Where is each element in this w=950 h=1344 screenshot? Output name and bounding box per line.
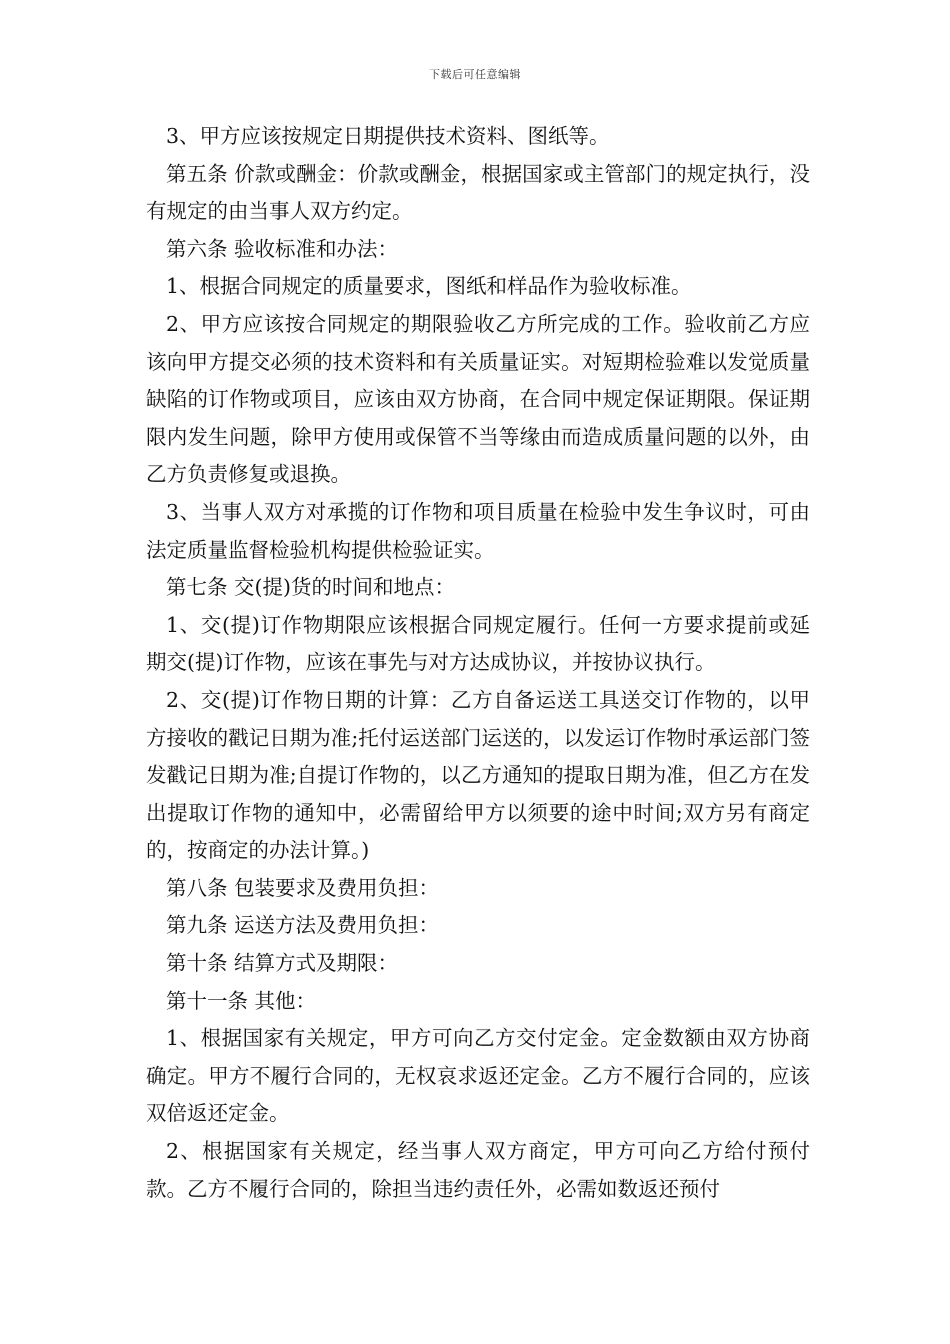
paragraph-clause-4-item-3: 3、甲方应该按规定日期提供技术资料、图纸等。 (166, 124, 610, 148)
heading-article-9: 第九条 运送方法及费用负担： (166, 913, 440, 938)
heading-article-10: 第十条 结算方式及期限： (166, 951, 399, 976)
heading-article-8: 第八条 包装要求及费用负担： (166, 875, 440, 900)
paragraph-article-6-item-2: 2、甲方应该按合同规定的期限验收乙方所完成的工作。验收前乙方应该向甲方提交必须的技术资料和有关质量证实。对短期检验难以发觉质量缺陷的订作物或项目，应该由双方协商，在合同中规定保证期限。保证期限内发生问题，除甲方使用或保管不当等缘由而造成质量问题的以外，由乙方负责修复或退换。 (146, 311, 810, 487)
paragraph-article-5: 第五条 价款或酬金：价款或酬金，根据国家或主管部门的规定执行，没有规定的由当事人双方约定。 (146, 161, 810, 224)
paragraph-article-6-item-1: 1、根据合同规定的质量要求，图纸和样品作为验收标准。 (166, 274, 692, 299)
document-body (146, 118, 810, 1208)
heading-article-6: 第六条 验收标准和办法： (166, 236, 399, 261)
heading-article-11: 第十一条 其他： (166, 988, 317, 1013)
paragraph-article-7-item-2: 2、交(提)订作物日期的计算：乙方自备运送工具送交订作物的，以甲方接收的戳记日期为准;托付运送部门运送的，以发运订作物时承运部门签发戳记日期为准;自提订作物的，以乙方通知的提取日期为准，但乙方在发出提取订作物的通知中，必需留给甲方以须要的途中时间;双方另有商定的，按商定的办法计算。) (146, 687, 810, 863)
paragraph-article-6-item-3: 3、当事人双方对承揽的订作物和项目质量在检验中发生争议时，可由法定质量监督检验机构提供检验证实。 (146, 499, 810, 562)
paragraph-article-11-item-1: 1、根据国家有关规定，甲方可向乙方交付定金。定金数额由双方协商确定。甲方不履行合同的，无权哀求返还定金。乙方不履行合同的，应该双倍返还定金。 (146, 1026, 810, 1126)
page-header: 下载后可任意编辑 (429, 68, 521, 81)
paragraph-article-11-item-2: 2、根据国家有关规定，经当事人双方商定，甲方可向乙方给付预付款。乙方不履行合同的，除担当违约责任外，必需如数返还预付 (146, 1139, 810, 1201)
heading-article-7: 第七条 交(提)货的时间和地点： (166, 575, 456, 600)
paragraph-article-7-item-1: 1、交(提)订作物期限应该根据合同规定履行。任何一方要求提前或延期交(提)订作物，应该在事先与对方达成协议，并按协议执行。 (146, 612, 810, 675)
